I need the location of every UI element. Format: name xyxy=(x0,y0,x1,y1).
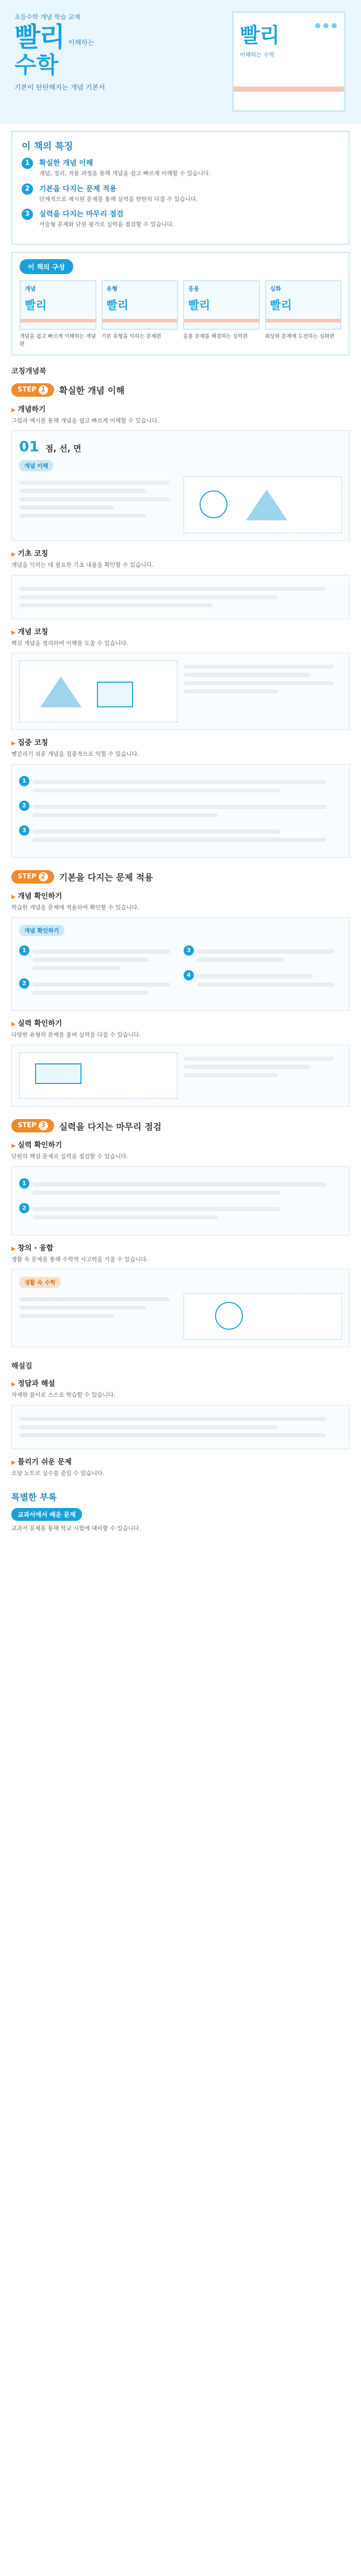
sub-desc: 개념을 익히는 데 필요한 기초 내용을 확인할 수 있습니다. xyxy=(11,562,154,569)
text-line xyxy=(32,788,280,792)
book-name: 빨리 xyxy=(270,299,292,312)
book-name: 빨리 xyxy=(25,299,47,312)
sub-section xyxy=(11,1018,350,1040)
lesson-number: 01 xyxy=(19,438,39,455)
creative-col xyxy=(19,1293,177,1340)
circle-figure xyxy=(200,490,227,518)
sub-section xyxy=(11,1243,350,1264)
practice-tag: 개념 확인하기 xyxy=(19,925,64,936)
special-desc: 교과서 문제를 통해 학교 시험에 대비할 수 있습니다. xyxy=(11,1525,141,1532)
book-cover xyxy=(265,280,342,330)
q-num: 3 xyxy=(19,825,29,836)
feature-desc: 서술형 문제와 단원 평가로 실력을 점검할 수 있습니다. xyxy=(39,221,174,228)
q-num: 1 xyxy=(19,945,29,956)
lesson-preview xyxy=(11,430,350,541)
concept-coaching-preview xyxy=(11,653,350,730)
book-top-label: 응용 xyxy=(188,285,200,292)
feature-title: 실력을 다지는 마무리 점검 xyxy=(39,210,124,218)
rectangle-figure xyxy=(97,682,133,707)
rectangle-figure xyxy=(35,1063,81,1084)
focus-coaching-preview xyxy=(11,764,350,858)
book-card xyxy=(20,280,96,348)
sub-desc: 핵심 개념을 정리하여 이해를 도울 수 있습니다. xyxy=(11,639,128,647)
book-stripe xyxy=(21,319,95,323)
book-caption: 기본 유형을 익히는 문제편 xyxy=(101,333,161,340)
step-title: 실력을 다지는 마무리 점검 xyxy=(59,1122,162,1132)
sub-heading: ▶ 집중 코칭 xyxy=(11,737,350,748)
q-num: 2 xyxy=(19,978,29,989)
footer-space xyxy=(0,1533,361,1549)
book-card xyxy=(265,280,342,348)
text-line xyxy=(197,950,335,954)
practice-col xyxy=(19,941,177,1003)
book-cover xyxy=(102,280,178,330)
q-num: 2 xyxy=(19,801,29,811)
text-line xyxy=(32,780,326,784)
text-line xyxy=(32,966,120,970)
text-line xyxy=(19,603,213,607)
step-2-header xyxy=(11,870,350,884)
sub-section xyxy=(11,404,350,426)
text-line xyxy=(19,1425,277,1429)
book-top-label: 유형 xyxy=(106,285,118,292)
book-name: 빨리 xyxy=(188,299,210,312)
triangle-figure xyxy=(40,676,81,707)
q-num: 1 xyxy=(19,776,29,786)
sub-desc: 학습한 개념을 문제에 적용하여 확인할 수 있습니다. xyxy=(11,904,139,911)
sub-desc: 다양한 유형의 문제를 풀며 실력을 다질 수 있습니다. xyxy=(11,1031,141,1039)
text-line xyxy=(197,982,335,987)
book-caption: 응용 문제를 해결하는 실력편 xyxy=(183,333,248,340)
book-top-label: 개념 xyxy=(25,285,36,292)
sub-section xyxy=(11,737,350,759)
sub-section xyxy=(11,1378,350,1400)
cover-title: 빨리 xyxy=(240,24,280,47)
text-line xyxy=(32,813,218,817)
book-cover-image xyxy=(232,11,346,112)
q-num: 2 xyxy=(19,1203,29,1213)
text-line xyxy=(184,1065,310,1069)
book-stripe xyxy=(184,319,259,323)
text-line xyxy=(32,1182,326,1187)
question-item xyxy=(19,978,177,999)
sub-desc: 그림과 예시를 통해 개념을 쉽고 빠르게 이해할 수 있습니다. xyxy=(11,417,159,424)
text-line xyxy=(19,587,326,591)
text-line xyxy=(19,1417,326,1421)
text-line xyxy=(184,665,334,669)
practice-preview xyxy=(11,917,350,1011)
text-line xyxy=(19,514,146,518)
feature-item xyxy=(22,158,339,178)
figure-box xyxy=(19,1053,177,1099)
lesson-badge: 개념 이해 xyxy=(19,460,53,471)
step-number: 3 xyxy=(39,1121,48,1130)
step-badge xyxy=(11,1119,54,1132)
creative-row xyxy=(19,1293,342,1340)
text-line xyxy=(32,838,326,842)
practice-row xyxy=(19,941,342,1003)
step-badge xyxy=(11,870,54,884)
figure-box xyxy=(19,660,177,722)
book-stripe xyxy=(266,319,341,323)
concept-fig xyxy=(19,660,177,722)
hero-tag: 초등수학 개념 학습 교재 xyxy=(14,13,80,21)
special-tag: 교과서에서 배운 문제 xyxy=(11,1508,82,1521)
lesson-text-col xyxy=(19,477,177,533)
special-appendix xyxy=(11,1490,350,1533)
step-number: 2 xyxy=(39,872,48,882)
feature-number: 2 xyxy=(22,183,33,195)
creative-col xyxy=(184,1293,342,1340)
sub-section xyxy=(11,548,350,570)
book-cover xyxy=(183,280,260,330)
question-item xyxy=(19,1178,342,1199)
step-badge xyxy=(11,383,54,397)
step-title: 확실한 개념 이해 xyxy=(59,386,125,396)
book-caption: 최상위 문제에 도전하는 심화편 xyxy=(265,333,335,340)
features-box xyxy=(11,131,350,245)
text-line xyxy=(32,950,170,954)
step-number: 1 xyxy=(39,385,48,395)
sub-section xyxy=(11,1140,350,1161)
figure-box xyxy=(184,477,342,533)
step-1-header xyxy=(11,383,350,397)
text-line xyxy=(19,1297,170,1301)
text-line xyxy=(32,982,170,987)
skill-preview xyxy=(11,1045,350,1107)
sub-desc: 오답 노트로 실수를 줄일 수 있습니다. xyxy=(11,1469,105,1477)
book-cover xyxy=(20,280,96,330)
skill-row xyxy=(19,1053,342,1099)
sub-desc: 자세한 풀이로 스스로 학습할 수 있습니다. xyxy=(11,1392,116,1399)
special-title: 특별한 부록 xyxy=(11,1493,57,1503)
book-card xyxy=(183,280,260,348)
practice-col xyxy=(184,941,342,1003)
question-item xyxy=(184,945,342,966)
question-item xyxy=(19,945,177,974)
feature-title: 확실한 개념 이해 xyxy=(39,159,93,167)
text-line xyxy=(19,1306,146,1310)
book-stripe xyxy=(103,319,177,323)
lesson-figure-col xyxy=(184,477,342,533)
lesson-title: 점, 선, 면 xyxy=(45,444,81,454)
concept-row xyxy=(19,660,342,722)
structure-label: 이 책의 구성 xyxy=(20,259,73,274)
concept-text xyxy=(184,660,342,722)
features-title: 이 책의 특징 xyxy=(22,141,73,152)
question-item xyxy=(19,776,342,796)
answer-preview xyxy=(11,1405,350,1449)
section-label-concept-book: 코칭개념북 xyxy=(11,367,46,376)
review-preview xyxy=(11,1166,350,1235)
text-line xyxy=(32,991,149,995)
circle-figure xyxy=(215,1302,243,1330)
section-label-answers: 해설집 xyxy=(11,1362,32,1371)
question-item xyxy=(19,801,342,821)
cover-stripe xyxy=(234,87,344,92)
sub-section xyxy=(11,891,350,912)
question-item xyxy=(19,825,342,846)
sub-desc: 단원의 핵심 문제로 실력을 점검할 수 있습니다. xyxy=(11,1153,128,1160)
sub-heading: ▶ 창의 · 융합 xyxy=(11,1243,350,1253)
step-title: 기본을 다지는 문제 적용 xyxy=(59,873,153,884)
text-line xyxy=(184,681,334,685)
structure-box xyxy=(11,252,350,355)
text-line xyxy=(32,829,280,834)
question-item xyxy=(19,1203,342,1224)
text-line xyxy=(184,689,278,693)
sub-heading: ▶ 개념하기 xyxy=(11,404,350,414)
text-line xyxy=(19,505,114,510)
text-line xyxy=(184,673,310,677)
sub-desc: 헷갈리기 쉬운 개념을 집중적으로 익힐 수 있습니다. xyxy=(11,751,139,758)
hero-lead: 기본이 탄탄해지는 개념 기본서 xyxy=(14,84,105,92)
skill-col xyxy=(184,1053,342,1099)
text-line xyxy=(19,595,277,599)
question-item xyxy=(184,970,342,991)
book-series xyxy=(20,280,341,348)
text-line xyxy=(32,1207,280,1211)
sub-heading: ▶ 실력 확인하기 xyxy=(11,1018,350,1028)
text-line xyxy=(32,958,149,962)
book-name: 빨리 xyxy=(106,299,129,312)
book-caption: 개념을 쉽고 빠르게 이해하는 개념편 xyxy=(20,333,96,347)
creative-preview xyxy=(11,1269,350,1347)
brand-big: 빨리 xyxy=(14,22,64,53)
sub-desc: 생활 속 문제를 통해 수학적 사고력을 키울 수 있습니다. xyxy=(11,1256,149,1263)
q-num: 3 xyxy=(184,945,194,956)
skill-col xyxy=(19,1053,177,1099)
cover-dots-decoration xyxy=(315,23,337,28)
book-card xyxy=(102,280,178,348)
hero-banner xyxy=(0,0,361,124)
text-line xyxy=(32,805,326,809)
book-top-label: 심화 xyxy=(270,285,281,292)
feature-desc: 단계적으로 제시된 문제를 통해 실력을 탄탄히 다질 수 있습니다. xyxy=(39,195,198,202)
feature-number: 3 xyxy=(22,209,33,220)
cover-subtitle: 이해하는 수학 xyxy=(240,52,275,58)
feature-item xyxy=(22,209,339,229)
q-num: 4 xyxy=(184,970,194,980)
step-label: STEP xyxy=(18,385,37,394)
text-line xyxy=(19,1433,326,1437)
sub-heading: ▶ 개념 확인하기 xyxy=(11,891,350,901)
text-line xyxy=(19,1314,114,1318)
brand-subject: 수학 xyxy=(14,52,59,78)
step-3-header xyxy=(11,1119,350,1132)
brand-small: 이해하는 xyxy=(68,39,94,47)
sub-heading: ▶ 틀리기 쉬운 문제 xyxy=(11,1456,350,1467)
sub-heading: ▶ 정답과 해설 xyxy=(11,1378,350,1388)
sub-heading: ▶ 실력 확인하기 xyxy=(11,1140,350,1150)
text-line xyxy=(184,1073,278,1077)
figure-box xyxy=(184,1293,342,1340)
text-line xyxy=(32,1215,218,1219)
lesson-heading xyxy=(19,438,342,455)
text-line xyxy=(19,481,170,485)
text-line xyxy=(197,974,313,978)
text-line xyxy=(184,1057,334,1061)
text-line xyxy=(19,489,146,493)
feature-desc: 개념, 정리, 적용 과정을 통해 개념을 쉽고 빠르게 이해할 수 있습니다. xyxy=(39,170,211,177)
feature-item xyxy=(22,183,339,204)
triangle-figure xyxy=(246,489,287,520)
sub-section xyxy=(11,1456,350,1478)
text-line xyxy=(32,1191,280,1195)
text-line xyxy=(19,497,170,501)
basic-coaching-preview xyxy=(11,575,350,619)
feature-title: 기본을 다지는 문제 적용 xyxy=(39,184,117,193)
sub-section xyxy=(11,626,350,648)
text-line xyxy=(197,958,284,962)
creative-tag: 생활 속 수학 xyxy=(19,1277,61,1288)
lesson-body xyxy=(19,477,342,533)
step-label: STEP xyxy=(18,872,37,880)
q-num: 1 xyxy=(19,1178,29,1189)
sub-heading: ▶ 개념 코칭 xyxy=(11,626,350,637)
feature-number: 1 xyxy=(22,158,33,169)
sub-heading: ▶ 기초 코칭 xyxy=(11,548,350,558)
step-label: STEP xyxy=(18,1122,37,1130)
